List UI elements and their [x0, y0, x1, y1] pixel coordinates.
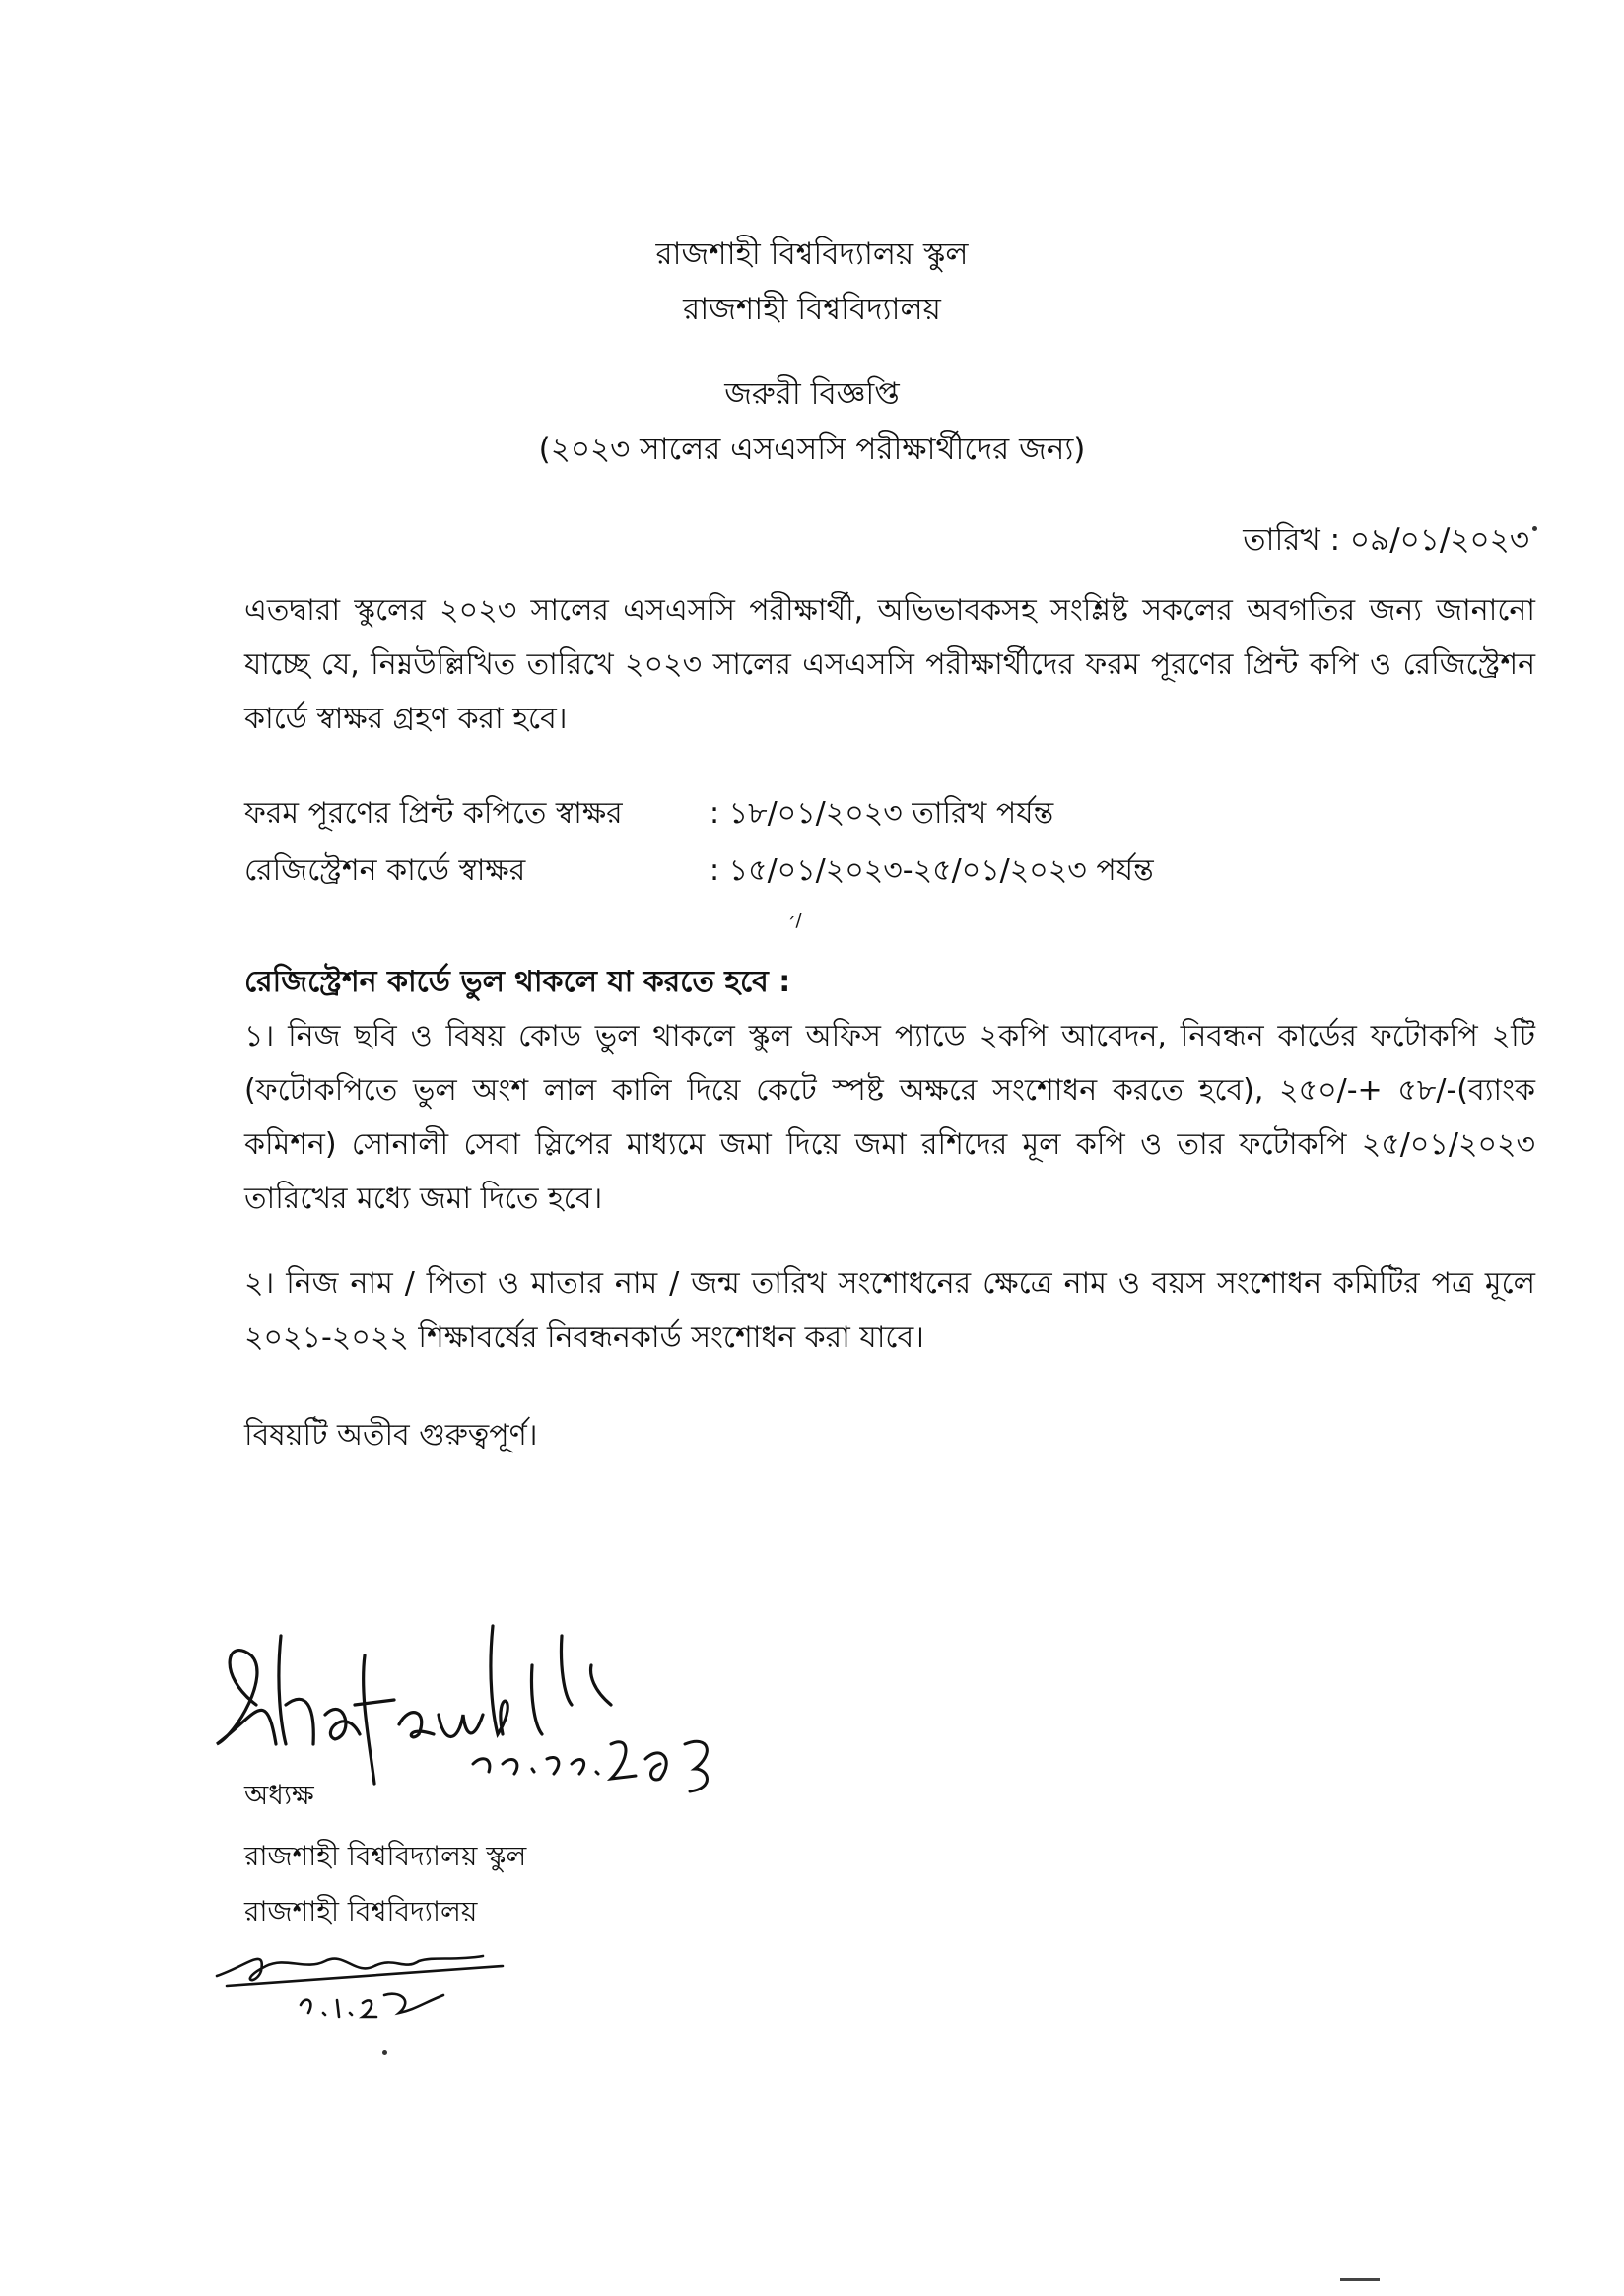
schedule-value: : ১৫/০১/২০২৩-২৫/০১/২০২৩ পর্যন্ত — [710, 853, 1154, 888]
intro-paragraph: এতদ্বারা স্কুলের ২০২৩ সালের এসএসসি পরীক্ষার্থী, অভিভাবকসহ সংশ্লিষ্ট সকলের অবগতির জন্য জানানো যাচ্ছে যে, নিম্নউল্লিখিত তারিখে ২০২৩ সালের এসএসসি পরীক্ষার্থীদের ফরম পূরণের প্রিন্ট কপি ও রেজিস্ট্রেশন কার্ডে স্বাক্ষর গ্রহণ করা হবে। — [244, 593, 1535, 736]
signatory-school: রাজশাহী বিশ্ববিদ্যালয় স্কুল — [244, 1840, 527, 1872]
header-university: রাজশাহী বিশ্ববিদ্যালয় — [683, 292, 941, 327]
stray-mark: ׳/ — [788, 911, 802, 931]
corrections-heading: রেজিস্ট্রেশন কার্ডে ভুল থাকলে যা করতে হবে : — [244, 965, 791, 999]
initial-stamp-image — [207, 1926, 522, 2035]
notice-subtitle: (২০২৩ সালের এসএসসি পরীক্ষার্থীদের জন্য) — [538, 432, 1086, 467]
ink-dot — [1532, 526, 1537, 531]
signatory-designation: অধ্যক্ষ — [244, 1779, 314, 1811]
signatory-university: রাজশাহী বিশ্ববিদ্যালয় — [244, 1895, 478, 1927]
schedule-row — [244, 849, 1154, 893]
header-school: রাজশাহী বিশ্ববিদ্যালয় স্কুল — [655, 236, 969, 272]
closing-note: বিষয়টি অতীব গুরুত্বপূর্ণ। — [244, 1418, 538, 1452]
schedule-row — [244, 792, 1053, 836]
footer-mark — [1340, 2278, 1380, 2281]
schedule-value: : ১৮/০১/২০২৩ তারিখ পর্যন্ত — [710, 796, 1054, 831]
notice-date: তারিখ : ০৯/০১/২০২৩ — [1243, 522, 1529, 558]
schedule-label: ফরম পূরণের প্রিন্ট কপিতে স্বাক্ষর — [244, 796, 623, 831]
correction-item: ১। নিজ ছবি ও বিষয় কোড ভুল থাকলে স্কুল অফিস প্যাডে ২কপি আবেদন, নিবন্ধন কার্ডের ফটোকপি ২টি (ফটোকপিতে ভুল অংশ লাল কালি দিয়ে কেটে স্পষ্ট অক্ষরে সংশোধন করতে হবে), ২৫০/-+ ৫৮/-(ব্যাংক কমিশন) সোনালী সেবা স্লিপের মাধ্যমে জমা দিয়ে জমা রশিদের মূল কপি ও তার ফটোকপি ২৫/০১/২০২৩ তারিখের মধ্যে জমা দিতে হবে। — [244, 1019, 1535, 1216]
schedule-label: রেজিস্ট্রেশন কার্ডে স্বাক্ষর — [244, 853, 526, 888]
ink-dot — [382, 2050, 387, 2055]
notice-title: জরুরী বিজ্ঞপ্তি — [724, 376, 900, 412]
correction-item: ২। নিজ নাম / পিতা ও মাতার নাম / জন্ম তারিখ সংশোধনের ক্ষেত্রে নাম ও বয়স সংশোধন কমিটির পত্র মূলে ২০২১-২০২২ শিক্ষাবর্ষের নিবন্ধনকার্ড সংশোধন করা যাবে। — [244, 1266, 1535, 1355]
